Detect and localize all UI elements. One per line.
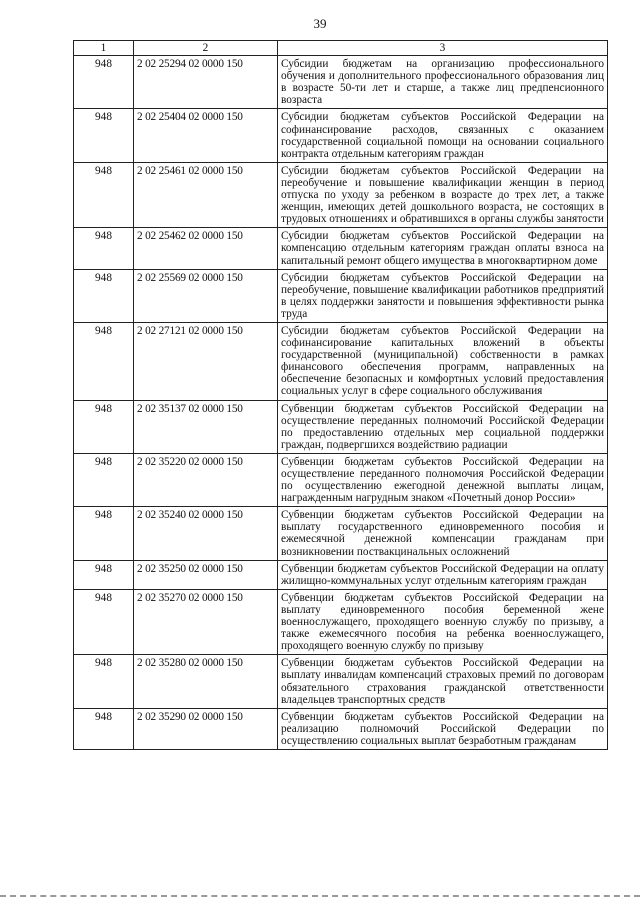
table-row <box>74 507 608 560</box>
budget-code-cell: 2 02 35220 02 0000 150 <box>134 453 278 506</box>
admin-code-cell: 948 <box>74 453 134 506</box>
table-row <box>74 589 608 654</box>
admin-code-cell: 948 <box>74 655 134 708</box>
table-row <box>74 162 608 227</box>
admin-code-cell: 948 <box>74 507 134 560</box>
budget-code-cell: 2 02 25461 02 0000 150 <box>134 162 278 227</box>
table-row <box>74 655 608 708</box>
admin-code-cell: 948 <box>74 322 134 400</box>
budget-code-cell: 2 02 35280 02 0000 150 <box>134 655 278 708</box>
admin-code-cell: 948 <box>74 269 134 322</box>
budget-code-cell: 2 02 35250 02 0000 150 <box>134 560 278 589</box>
budget-code-cell: 2 02 25569 02 0000 150 <box>134 269 278 322</box>
revenue-name-cell: Субсидии бюджетам субъектов Российской Федерации на софинансирование капитальных вложений в объекты государственной (муниципальной) собственности в рамках финансового обеспечения программ, направленных на обеспечение безопасных и комфортных условий предоставления социальных услуг в сфере социального обслуживания <box>278 322 608 400</box>
admin-code-cell: 948 <box>74 560 134 589</box>
table-row <box>74 400 608 453</box>
budget-code-cell: 2 02 25294 02 0000 150 <box>134 56 278 109</box>
budget-code-cell: 2 02 35290 02 0000 150 <box>134 708 278 749</box>
table-row <box>74 560 608 589</box>
budget-code-cell: 2 02 25404 02 0000 150 <box>134 109 278 162</box>
revenue-name-cell: Субвенции бюджетам субъектов Российской Федерации на выплату единовременного пособия беременной жене военнослужащего, проходящего военную службу по призыву, а также ежемесячного пособия на ребенка военнослужащего, проходящего военную службу по призыву <box>278 589 608 654</box>
budget-revenue-table <box>73 40 608 750</box>
budget-code-cell: 2 02 25462 02 0000 150 <box>134 228 278 269</box>
revenue-name-cell: Субвенции бюджетам субъектов Российской Федерации на выплату государственного единовременного пособия и ежемесячной денежной компенсации гражданам при возникновении поствакцинальных осложнений <box>278 507 608 560</box>
table-row <box>74 228 608 269</box>
header-col-3: 3 <box>278 41 608 56</box>
table-row <box>74 453 608 506</box>
admin-code-cell: 948 <box>74 708 134 749</box>
revenue-name-cell: Субсидии бюджетам на организацию профессионального обучения и дополнительного профессионального образования лиц в возрасте 50-ти лет и старше, а также лиц предпенсионного возраста <box>278 56 608 109</box>
table-row <box>74 109 608 162</box>
table-row <box>74 322 608 400</box>
page-number: 39 <box>313 16 327 31</box>
table-header-row <box>74 41 608 56</box>
revenue-name-cell: Субвенции бюджетам субъектов Российской Федерации на осуществление переданных полномочий Российской Федерации по предоставлению отдельных мер социальной поддержки граждан, подвергшихся воздействию радиации <box>278 400 608 453</box>
budget-code-cell: 2 02 35240 02 0000 150 <box>134 507 278 560</box>
table-row <box>74 269 608 322</box>
admin-code-cell: 948 <box>74 109 134 162</box>
scan-edge-line <box>0 895 640 897</box>
header-col-1: 1 <box>74 41 134 56</box>
revenue-name-cell: Субсидии бюджетам субъектов Российской Федерации на переобучение, повышение квалификации работников предприятий в целях поддержки занятости и повышения эффективности рынка труда <box>278 269 608 322</box>
budget-code-cell: 2 02 27121 02 0000 150 <box>134 322 278 400</box>
revenue-name-cell: Субсидии бюджетам субъектов Российской Федерации на софинансирование расходов, связанных с оказанием государственной социальной помощи на основании социального контракта отдельным категориям граждан <box>278 109 608 162</box>
revenue-name-cell: Субвенции бюджетам субъектов Российской Федерации на реализацию полномочий Российской Федерации по осуществлению социальных выплат безработным гражданам <box>278 708 608 749</box>
admin-code-cell: 948 <box>74 162 134 227</box>
admin-code-cell: 948 <box>74 400 134 453</box>
budget-code-cell: 2 02 35270 02 0000 150 <box>134 589 278 654</box>
budget-code-cell: 2 02 35137 02 0000 150 <box>134 400 278 453</box>
table-row <box>74 56 608 109</box>
revenue-name-cell: Субсидии бюджетам субъектов Российской Федерации на переобучение и повышение квалификации женщин в период отпуска по уходу за ребенком в возрасте до трех лет, а также женщин, имеющих детей дошкольного возраста, не состоящих в трудовых отношениях и обратившихся в органы службы занятости <box>278 162 608 227</box>
table-row <box>74 708 608 749</box>
revenue-name-cell: Субвенции бюджетам субъектов Российской Федерации на оплату жилищно-коммунальных услуг отдельным категориям граждан <box>278 560 608 589</box>
admin-code-cell: 948 <box>74 589 134 654</box>
revenue-name-cell: Субсидии бюджетам субъектов Российской Федерации на компенсацию отдельным категориям граждан оплаты взноса на капитальный ремонт общего имущества в многоквартирном доме <box>278 228 608 269</box>
admin-code-cell: 948 <box>74 56 134 109</box>
revenue-name-cell: Субвенции бюджетам субъектов Российской Федерации на выплату инвалидам компенсаций страховых премий по договорам обязательного страхования гражданской ответственности владельцев транспортных средств <box>278 655 608 708</box>
admin-code-cell: 948 <box>74 228 134 269</box>
header-col-2: 2 <box>134 41 278 56</box>
revenue-name-cell: Субвенции бюджетам субъектов Российской Федерации на осуществление переданного полномочия Российской Федерации по осуществлению ежегодной денежной выплаты лицам, награжденным нагрудным знаком «Почетный донор России» <box>278 453 608 506</box>
